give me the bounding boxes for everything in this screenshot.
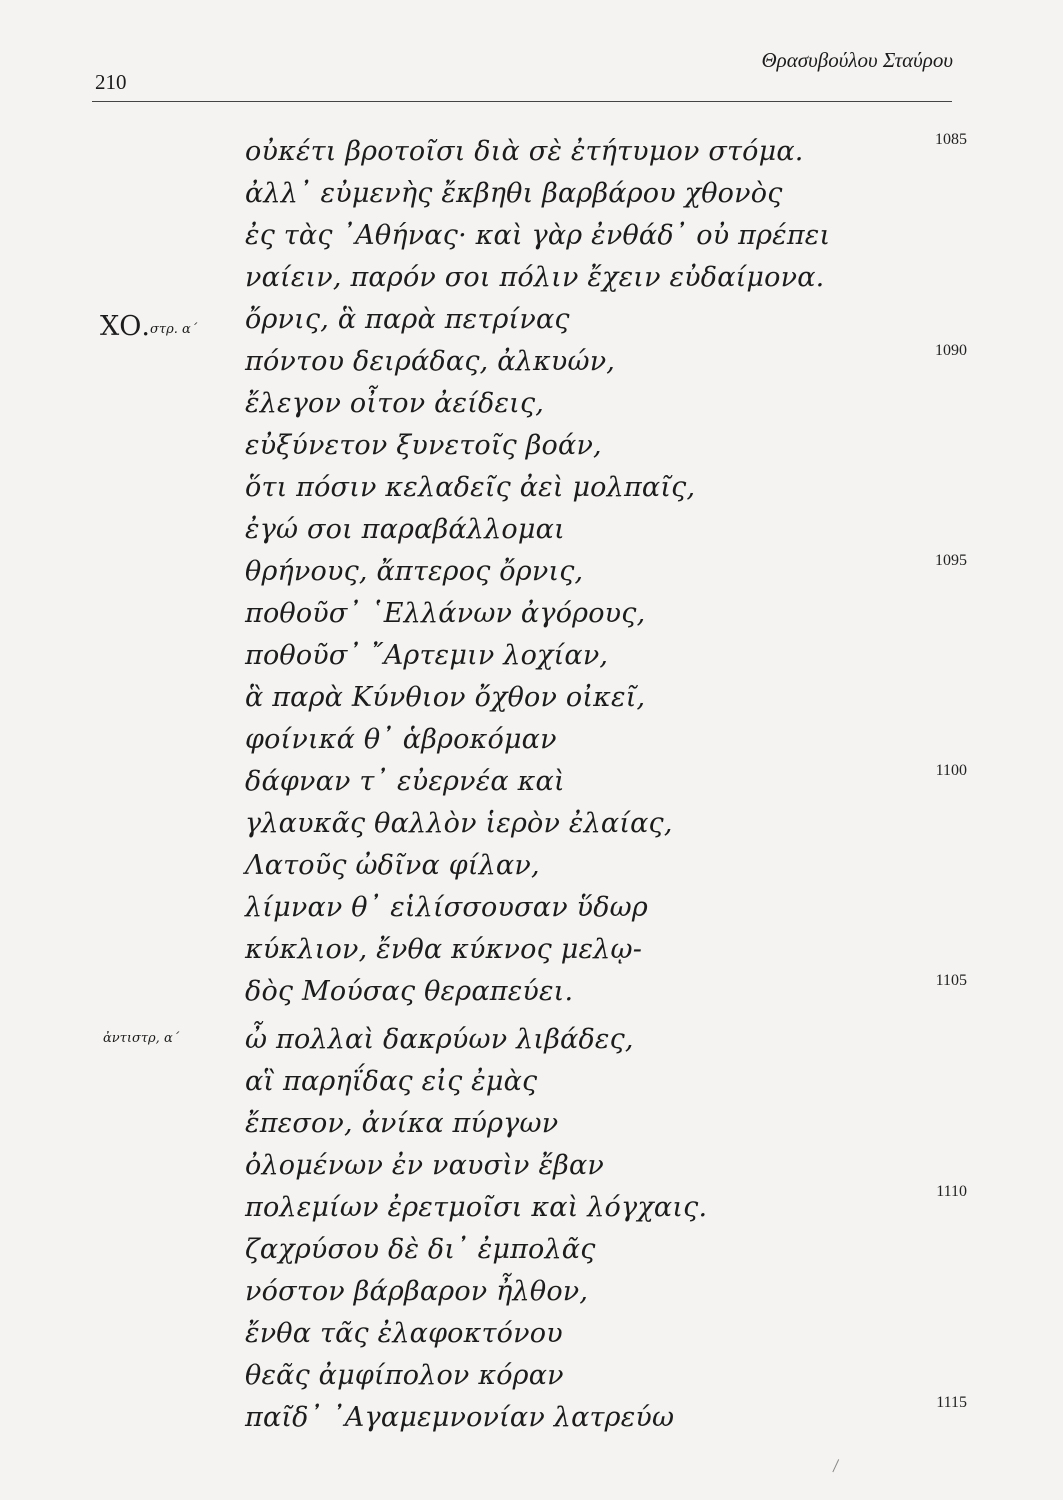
verse-line: ποθοῦσ᾽ ῾Ελλάνων ἀγόρους,: [245, 598, 646, 629]
verse-line: ναίειν, παρόν σοι πόλιν ἔχειν εὐδαίμονα.: [245, 262, 825, 293]
line-number: 1115: [936, 1394, 967, 1411]
strophe-marker: στρ. α΄: [150, 322, 198, 337]
verse-line: ὀλομένων ἐν ναυσὶν ἔβαν: [245, 1150, 604, 1181]
verse-line: ἔνθα τᾶς ἐλαφοκτόνου: [245, 1318, 563, 1349]
speaker-label: ΧΟ.: [100, 311, 150, 342]
verse-line: γλαυκᾶς θαλλὸν ἱερὸν ἐλαίας,: [245, 808, 673, 839]
verse-line: λίμναν θ᾽ εἱλίσσουσαν ὕδωρ: [245, 892, 648, 923]
line-number: 1105: [935, 972, 967, 989]
line-number: 1110: [936, 1183, 967, 1200]
verse-line: ἀλλ᾽ εὐμενὴς ἔκβηθι βαρβάρου χθονὸς: [245, 178, 783, 209]
line-number: 1100: [935, 762, 967, 779]
verse-line: πόντου δειράδας, ἀλκυών,: [245, 346, 616, 377]
verse-line: κύκλιον, ἔνθα κύκνος μελῳ-: [245, 934, 643, 965]
verse-line: ἃ παρὰ Κύνθιον ὄχθον οἰκεῖ,: [245, 682, 646, 713]
verse-line: θεᾶς ἀμφίπολον κόραν: [245, 1360, 564, 1391]
verse-line: ὄρνις, ἃ παρὰ πετρίνας: [245, 304, 570, 335]
verse-line: νόστον βάρβαρον ἦλθον,: [245, 1276, 589, 1307]
verse-line: παῖδ᾽ ᾽Αγαμεμνονίαν λατρεύω: [245, 1402, 675, 1433]
line-number: 1095: [935, 552, 967, 569]
verse-line: ὅτι πόσιν κελαδεῖς ἀεὶ μολπαῖς,: [245, 472, 696, 503]
verse-line: Λατοῦς ὠδῖνα φίλαν,: [245, 850, 540, 881]
verse-line: ἔλεγον οἶτον ἀείδεις,: [245, 388, 545, 419]
verse-line: ἐς τὰς ᾽Αθήνας· καὶ γὰρ ἐνθάδ᾽ οὐ πρέπει: [245, 220, 831, 251]
verse-line: εὐξύνετον ξυνετοῖς βοάν,: [245, 430, 602, 461]
verse-line: ποθοῦσ᾽ ῎Αρτεμιν λοχίαν,: [245, 640, 609, 671]
verse-line: δάφναν τ᾽ εὐερνέα καὶ: [245, 766, 565, 797]
verse-line: θρήνους, ἄπτερος ὄρνις,: [245, 556, 584, 587]
running-head: Θρασυβούλου Σταύρου: [761, 48, 953, 72]
verse-line: ἐγώ σοι παραβάλλομαι: [245, 514, 565, 545]
verse-line: πολεμίων ἐρετμοῖσι καὶ λόγχαις.: [245, 1192, 708, 1223]
verse-line: αἳ παρηΐδας εἰς ἐμὰς: [245, 1066, 538, 1097]
antistrophe-marker: ἀντιστρ, α΄: [103, 1031, 180, 1046]
page-number: 210: [95, 70, 127, 94]
verse-line: φοίνικά θ᾽ ἁβροκόμαν: [245, 724, 557, 755]
verse-line: οὐκέτι βροτοῖσι διὰ σὲ ἐτήτυμον στόμα.: [245, 136, 804, 167]
line-number: 1090: [935, 342, 967, 359]
verse-line: ζαχρύσου δὲ δι᾽ ἐμπολᾶς: [245, 1234, 596, 1265]
verse-line: δὸς Μούσας θεραπεύει.: [245, 976, 574, 1007]
line-number: 1085: [935, 131, 967, 148]
verse-line: ἔπεσον, ἀνίκα πύργων: [245, 1108, 559, 1139]
verse-line: ὦ πολλαὶ δακρύων λιβάδες,: [245, 1024, 634, 1055]
